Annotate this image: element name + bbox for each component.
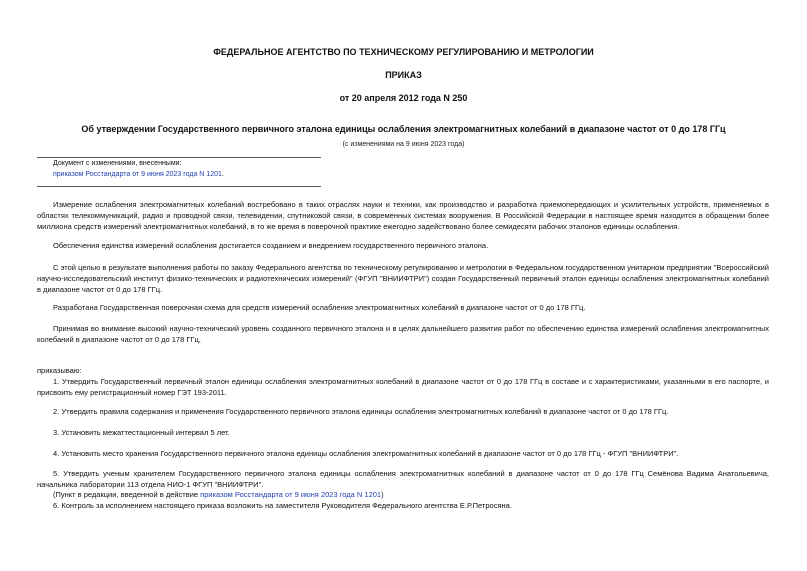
changes-note-link-line — [53, 171, 224, 178]
changes-note-label: Документ с изменениями, внесенными: — [53, 160, 182, 167]
changes-link[interactable]: приказом Росстандарта от 9 июня 2023 года N 1201 — [53, 171, 222, 178]
paragraph-3: С этой целью в результате выполнения работы по заказу Федерального агентства по техническому регулированию и метрологии в Федеральном государственном унитарном предприятии "Всероссийский научно-исследовательский институт физико-технических и радиотехнических измерений" (ФГУП "ВНИИФТРИ") создан Государственный первичный эталон единицы ослабления электромагнитных колебаний в диапазоне частот от 0 до 178 ГГц. — [37, 263, 769, 294]
item-5-note-link[interactable]: приказом Росстандарта от 9 июня 2023 года N 1201 — [200, 490, 382, 499]
item-3: 3. Установить межаттестационный интервал 5 лет. — [53, 428, 230, 437]
item-2: 2. Утвердить правила содержания и применения Государственного первичного эталона единицы ослабления электромагнитных колебаний в диапазоне частот от 0 до 178 ГГц. — [53, 407, 669, 416]
item-5-note: (Пункт в редакции, введенной в действие приказом Росстандарта от 9 июня 2023 года N 1201) — [53, 490, 384, 499]
item-4: 4. Установить место хранения Государственного первичного эталона единицы ослабления электромагнитных колебаний в диапазоне частот от 0 до 178 ГГц - ФГУП "ВНИИФТРИ". — [53, 449, 679, 458]
item-1: 1. Утвердить Государственный первичный эталон единицы ослабления электромагнитных колебаний в диапазоне частот от 0 до 178 ГГц в составе и с характеристиками, указанными в его паспорте, и присвоить ему регистрационный номер ГЭТ 193-2011. — [37, 377, 769, 397]
changes-link-tail: . — [221, 171, 224, 178]
paragraph-4: Разработана Государственная поверочная схема для средств измерений ослабления электромагнитных колебаний в диапазоне частот от 0 до 178 ГГц. — [53, 303, 586, 312]
doc-type-heading: ПРИКАЗ — [385, 70, 422, 80]
item-5: 5. Утвердить ученым хранителем Государственного первичного эталона единицы ослабления электромагнитных колебаний в диапазоне частот от 0 до 178 ГГц Семёнова Вадима Анатольевича, начальника лаборатории 113 отдела НИО-1 ФГУП "ВНИИФТРИ". — [37, 469, 769, 489]
paragraph-1: Измерение ослабления электромагнитных колебаний востребовано в таких отраслях науки и техники, как производство и разработка приемопередающих и усилительных устройств, применяемых в областях телекоммуникаций, радио и проводной связи, телевидении, спутниковой связи, в современных системах вооружения. В Российской Федерации в настоящее время находится в обращении более миллиона средств измерений электромагнитных колебаний, в то же время в поверочной практике ежегодно задействовано более семидесяти рабочих эталонов единицы ослабления. — [37, 200, 769, 231]
item-6: 6. Контроль за исполнением настоящего приказа возложить на заместителя Руководителя Федерального агентства Е.Р.Петросяна. — [53, 501, 512, 510]
agency-heading: ФЕДЕРАЛЬНОЕ АГЕНТСТВО ПО ТЕХНИЧЕСКОМУ РЕГУЛИРОВАНИЮ И МЕТРОЛОГИИ — [213, 47, 594, 57]
order-word: приказываю: — [37, 366, 82, 375]
divider-bottom — [37, 186, 321, 187]
divider-top — [37, 157, 321, 158]
document-title: Об утверждении Государственного первичного эталона единицы ослабления электромагнитных колебаний в диапазоне частот от 0 до 178 ГГц — [81, 124, 726, 134]
date-number-heading: от 20 апреля 2012 года N 250 — [339, 93, 468, 103]
revision-note: (с изменениями на 9 июня 2023 года) — [342, 141, 465, 148]
paragraph-5: Принимая во внимание высокий научно-технический уровень созданного первичного эталона и в целях дальнейшего развития работ по обеспечению единства измерений ослабления электромагнитных колебаний в диапазоне частот от 0 до 178 ГГц, — [37, 324, 769, 344]
paragraph-2: Обеспечения единства измерений ослабления достигается созданием и внедрением государственного первичного эталона. — [53, 241, 489, 250]
